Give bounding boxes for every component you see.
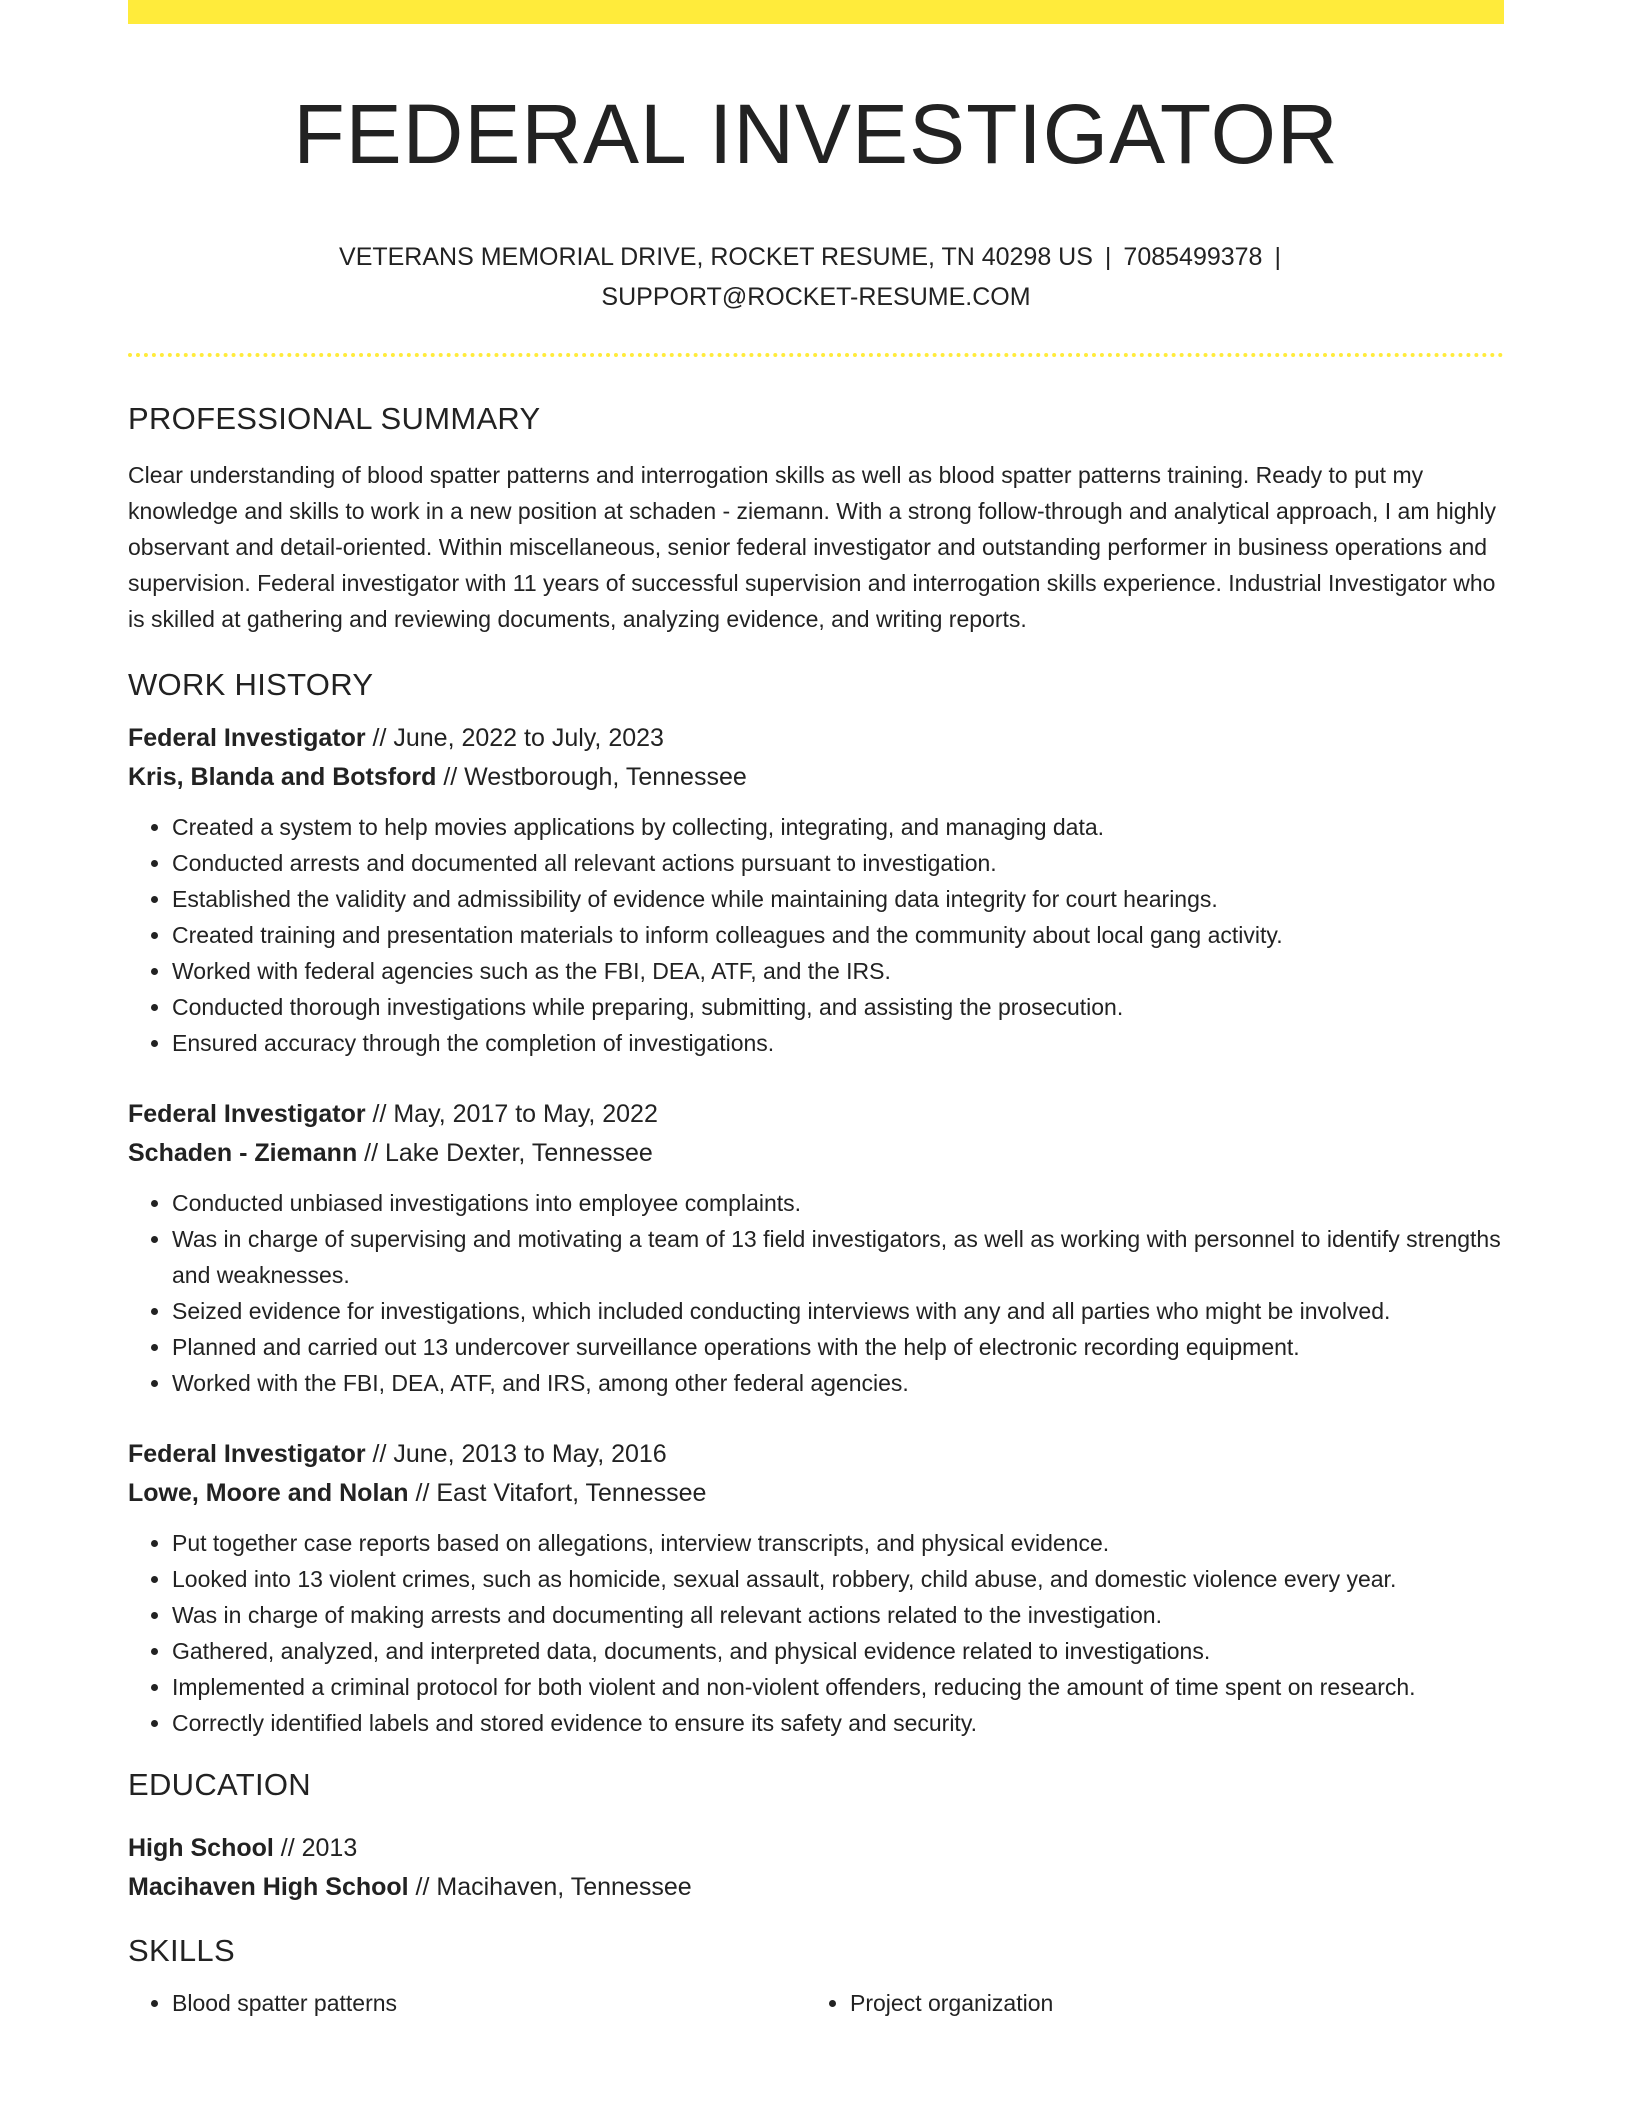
contact-separator: | <box>1274 242 1281 271</box>
job-bullet: • Seized evidence for investigations, which included conducting interviews with any and all parties who might be involved. <box>172 1293 1504 1329</box>
education-degree-line <box>128 1829 1504 1868</box>
education-entry <box>128 1829 1504 1907</box>
job-bullet: • Created training and presentation materials to inform colleagues and the community about local gang activity. <box>172 917 1504 953</box>
job-bullet: • Was in charge of making arrests and documenting all relevant actions related to the investigation. <box>172 1597 1504 1633</box>
skill-item: • Blood spatter patterns <box>172 1985 806 2021</box>
accent-bar <box>128 0 1504 24</box>
education-degree: High School <box>128 1833 274 1862</box>
education-location: // Macihaven, Tennessee <box>408 1872 692 1901</box>
job-bullet: • Established the validity and admissibility of evidence while maintaining data integrity for court hearings. <box>172 881 1504 917</box>
job-bullet: • Created a system to help movies applications by collecting, integrating, and managing data. <box>172 809 1504 845</box>
skills-grid <box>128 1985 1504 2021</box>
job-bullet: • Was in charge of supervising and motivating a team of 13 field investigators, as well as working with personnel to identify strengths and weaknesses. <box>172 1221 1504 1293</box>
job-role-line <box>128 1095 1504 1134</box>
job-bullet: • Conducted arrests and documented all relevant actions pursuant to investigation. <box>172 845 1504 881</box>
resume-page <box>128 0 1504 2021</box>
job-role-line <box>128 719 1504 758</box>
job-bullet: • Gathered, analyzed, and interpreted data, documents, and physical evidence related to investigations. <box>172 1633 1504 1669</box>
education-heading: EDUCATION <box>128 1766 311 1802</box>
page-title: FEDERAL INVESTIGATOR <box>293 87 1339 181</box>
job-company-line <box>128 1134 1504 1173</box>
work-history-heading: WORK HISTORY <box>128 666 374 702</box>
contact-address: VETERANS MEMORIAL DRIVE, ROCKET RESUME, TN 40298 US <box>339 242 1093 271</box>
contact-info <box>128 237 1504 317</box>
job-bullet: • Conducted unbiased investigations into employee complaints. <box>172 1185 1504 1221</box>
job-bullet: • Looked into 13 violent crimes, such as homicide, sexual assault, robbery, child abuse, and domestic violence every year. <box>172 1561 1504 1597</box>
skill-item: • Project organization <box>850 1985 1484 2021</box>
job-location: // Lake Dexter, Tennessee <box>357 1138 653 1167</box>
job-entry <box>128 1435 1504 1741</box>
education-school: Macihaven High School <box>128 1872 409 1901</box>
job-role-line <box>128 1435 1504 1474</box>
job-dates: // June, 2022 to July, 2023 <box>365 723 664 752</box>
job-company-line <box>128 1474 1504 1513</box>
skills-column-left <box>128 1985 806 2021</box>
contact-email[interactable]: SUPPORT@ROCKET-RESUME.COM <box>601 282 1031 311</box>
job-bullets <box>128 1525 1504 1741</box>
job-bullet: • Worked with the FBI, DEA, ATF, and IRS, among other federal agencies. <box>172 1365 1504 1401</box>
job-bullet: • Correctly identified labels and stored evidence to ensure its safety and security. <box>172 1705 1504 1741</box>
job-company: Schaden - Ziemann <box>128 1138 358 1167</box>
education-year: // 2013 <box>273 1833 358 1862</box>
job-bullet: • Planned and carried out 13 undercover surveillance operations with the help of electronic recording equipment. <box>172 1329 1504 1365</box>
job-location: // East Vitafort, Tennessee <box>408 1478 707 1507</box>
summary-text: Clear understanding of blood spatter patterns and interrogation skills as well as blood spatter patterns training. Ready to put my knowledge and skills to work in a new position at schaden - ziemann. With a strong follow-through and analytical approach, I am highly observant and detail-oriented. Within miscellaneous, senior federal investigator and outstanding performer in business operations and supervision. Federal investigator with 11 years of successful supervision and interrogation skills experience. Industrial Investigator who is skilled at gathering and reviewing documents, analyzing evidence, and writing reports. <box>128 461 1496 632</box>
job-role: Federal Investigator <box>128 723 366 752</box>
job-role: Federal Investigator <box>128 1099 366 1128</box>
job-bullet: • Conducted thorough investigations while preparing, submitting, and assisting the prosecution. <box>172 989 1504 1025</box>
job-role: Federal Investigator <box>128 1439 366 1468</box>
contact-phone: 7085499378 <box>1123 242 1263 271</box>
job-bullet: • Put together case reports based on allegations, interview transcripts, and physical evidence. <box>172 1525 1504 1561</box>
job-company: Kris, Blanda and Botsford <box>128 762 437 791</box>
summary-heading: PROFESSIONAL SUMMARY <box>128 400 541 436</box>
job-bullet: • Ensured accuracy through the completion of investigations. <box>172 1025 1504 1061</box>
job-bullet: • Implemented a criminal protocol for both violent and non-violent offenders, reducing the amount of time spent on research. <box>172 1669 1504 1705</box>
job-location: // Westborough, Tennessee <box>436 762 747 791</box>
dotted-divider <box>128 353 1504 357</box>
skills-column-right <box>806 1985 1484 2021</box>
job-company-line <box>128 758 1504 797</box>
skills-heading: SKILLS <box>128 1932 235 1968</box>
job-company: Lowe, Moore and Nolan <box>128 1478 409 1507</box>
contact-separator: | <box>1104 242 1112 271</box>
job-entry <box>128 719 1504 1061</box>
job-entry <box>128 1095 1504 1401</box>
job-bullet: • Worked with federal agencies such as the FBI, DEA, ATF, and the IRS. <box>172 953 1504 989</box>
job-dates: // May, 2017 to May, 2022 <box>365 1099 658 1128</box>
job-bullets <box>128 1185 1504 1401</box>
job-bullets <box>128 809 1504 1061</box>
education-school-line <box>128 1868 1504 1907</box>
job-dates: // June, 2013 to May, 2016 <box>365 1439 667 1468</box>
